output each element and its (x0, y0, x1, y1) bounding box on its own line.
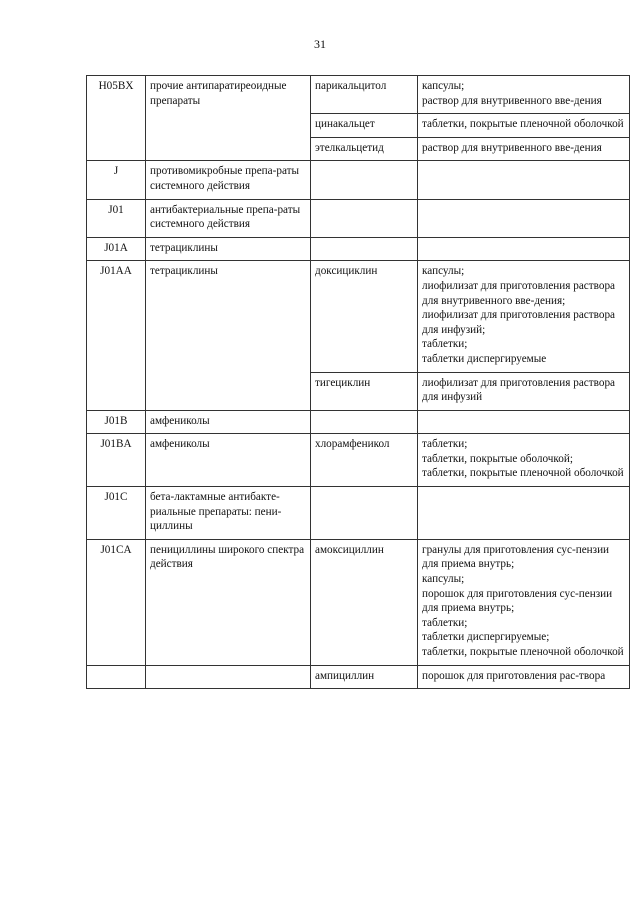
atc-code-cell: J01C (87, 487, 146, 540)
table-row (87, 237, 630, 261)
atc-group-cell: амфениколы (146, 434, 311, 487)
table-row (87, 199, 630, 237)
inn-cell: цинакальцет (311, 114, 418, 138)
inn-cell: этелкальцетид (311, 137, 418, 161)
dosage-form-line: таблетки диспергируемые; (422, 631, 550, 644)
inn-cell: ампициллин (311, 665, 418, 689)
atc-code-cell: J01 (87, 199, 146, 237)
dosage-form-cell (418, 137, 630, 161)
atc-group-cell (146, 665, 311, 689)
dosage-form-line: порошок для приготовления рас-твора (422, 669, 606, 682)
dosage-form-line: таблетки диспергируемые (422, 352, 547, 365)
atc-code-cell: J01B (87, 410, 146, 434)
dosage-form-cell (418, 434, 630, 487)
dosage-form-cell (418, 261, 630, 372)
atc-code-cell: J01AA (87, 261, 146, 410)
dosage-form-cell (418, 487, 630, 540)
atc-code-cell: H05BX (87, 76, 146, 161)
atc-code-cell: J01BA (87, 434, 146, 487)
atc-group-cell: тетрациклины (146, 237, 311, 261)
dosage-form-line: таблетки; (422, 616, 468, 629)
dosage-form-line: таблетки, покрытые пленочной оболочкой (422, 467, 624, 480)
table-row (87, 487, 630, 540)
dosage-form-line: таблетки, покрытые пленочной оболочкой (422, 646, 624, 658)
atc-code-cell (87, 665, 146, 689)
dosage-form-cell (418, 76, 630, 114)
atc-group-cell: антибактериальные препа-раты системного действия (146, 199, 311, 237)
table-row (87, 539, 630, 665)
dosage-form-line: таблетки, покрытые пленочной оболочкой (422, 118, 624, 131)
dosage-form-cell (418, 410, 630, 434)
dosage-form-cell (418, 114, 630, 138)
inn-cell: доксициклин (311, 261, 418, 372)
dosage-form-line: раствор для внутривенного вве-дения (422, 94, 602, 107)
dosage-form-line: таблетки; (422, 438, 468, 451)
table-row (87, 261, 630, 372)
dosage-form-line: капсулы; (422, 573, 465, 586)
inn-cell: парикальцитол (311, 76, 418, 114)
table-row (87, 161, 630, 199)
dosage-form-line: лиофилизат для приготовления раствора для внутривенного вве-дения; (422, 279, 615, 307)
table-row (87, 434, 630, 487)
atc-group-cell: противомикробные препа-раты системного действия (146, 161, 311, 199)
dosage-form-cell (418, 539, 630, 665)
page-number: 31 (314, 37, 326, 51)
dosage-form-line: таблетки; (422, 338, 468, 351)
inn-cell (311, 199, 418, 237)
atc-drug-table (86, 75, 630, 689)
inn-cell (311, 161, 418, 199)
dosage-form-cell (418, 372, 630, 410)
table-row (87, 76, 630, 114)
atc-group-cell: прочие антипаратиреоидные препараты (146, 76, 311, 161)
dosage-form-line: порошок для приготовления сус-пензии для приема внутрь; (422, 587, 613, 615)
inn-cell (311, 487, 418, 540)
dosage-form-line: гранулы для приготовления сус-пензии для приема внутрь; (422, 543, 610, 571)
table-row (87, 410, 630, 434)
atc-group-cell: пенициллины широкого спектра действия (146, 539, 311, 665)
inn-cell (311, 237, 418, 261)
dosage-form-line: лиофилизат для приготовления раствора для инфузий (422, 376, 615, 404)
atc-group-cell: бета-лактамные антибакте-риальные препараты: пени-циллины (146, 487, 311, 540)
table-row (87, 665, 630, 689)
dosage-form-line: капсулы; (422, 265, 465, 278)
atc-group-cell: тетрациклины (146, 261, 311, 410)
dosage-form-line: лиофилизат для приготовления раствора для инфузий; (422, 309, 615, 336)
inn-cell: хлорамфеникол (311, 434, 418, 487)
atc-code-cell: J (87, 161, 146, 199)
dosage-form-line: таблетки, покрытые оболочкой; (422, 452, 573, 465)
dosage-form-line: раствор для внутривенного вве-дения (422, 141, 602, 154)
inn-cell: амоксициллин (311, 539, 418, 665)
inn-cell: тигециклин (311, 372, 418, 410)
dosage-form-cell (418, 665, 630, 689)
atc-code-cell: J01CA (87, 539, 146, 665)
dosage-form-cell (418, 199, 630, 237)
inn-cell (311, 410, 418, 434)
atc-group-cell: амфениколы (146, 410, 311, 434)
dosage-form-cell (418, 161, 630, 199)
dosage-form-cell (418, 237, 630, 261)
dosage-form-line: капсулы; (422, 80, 465, 92)
atc-code-cell: J01A (87, 237, 146, 261)
